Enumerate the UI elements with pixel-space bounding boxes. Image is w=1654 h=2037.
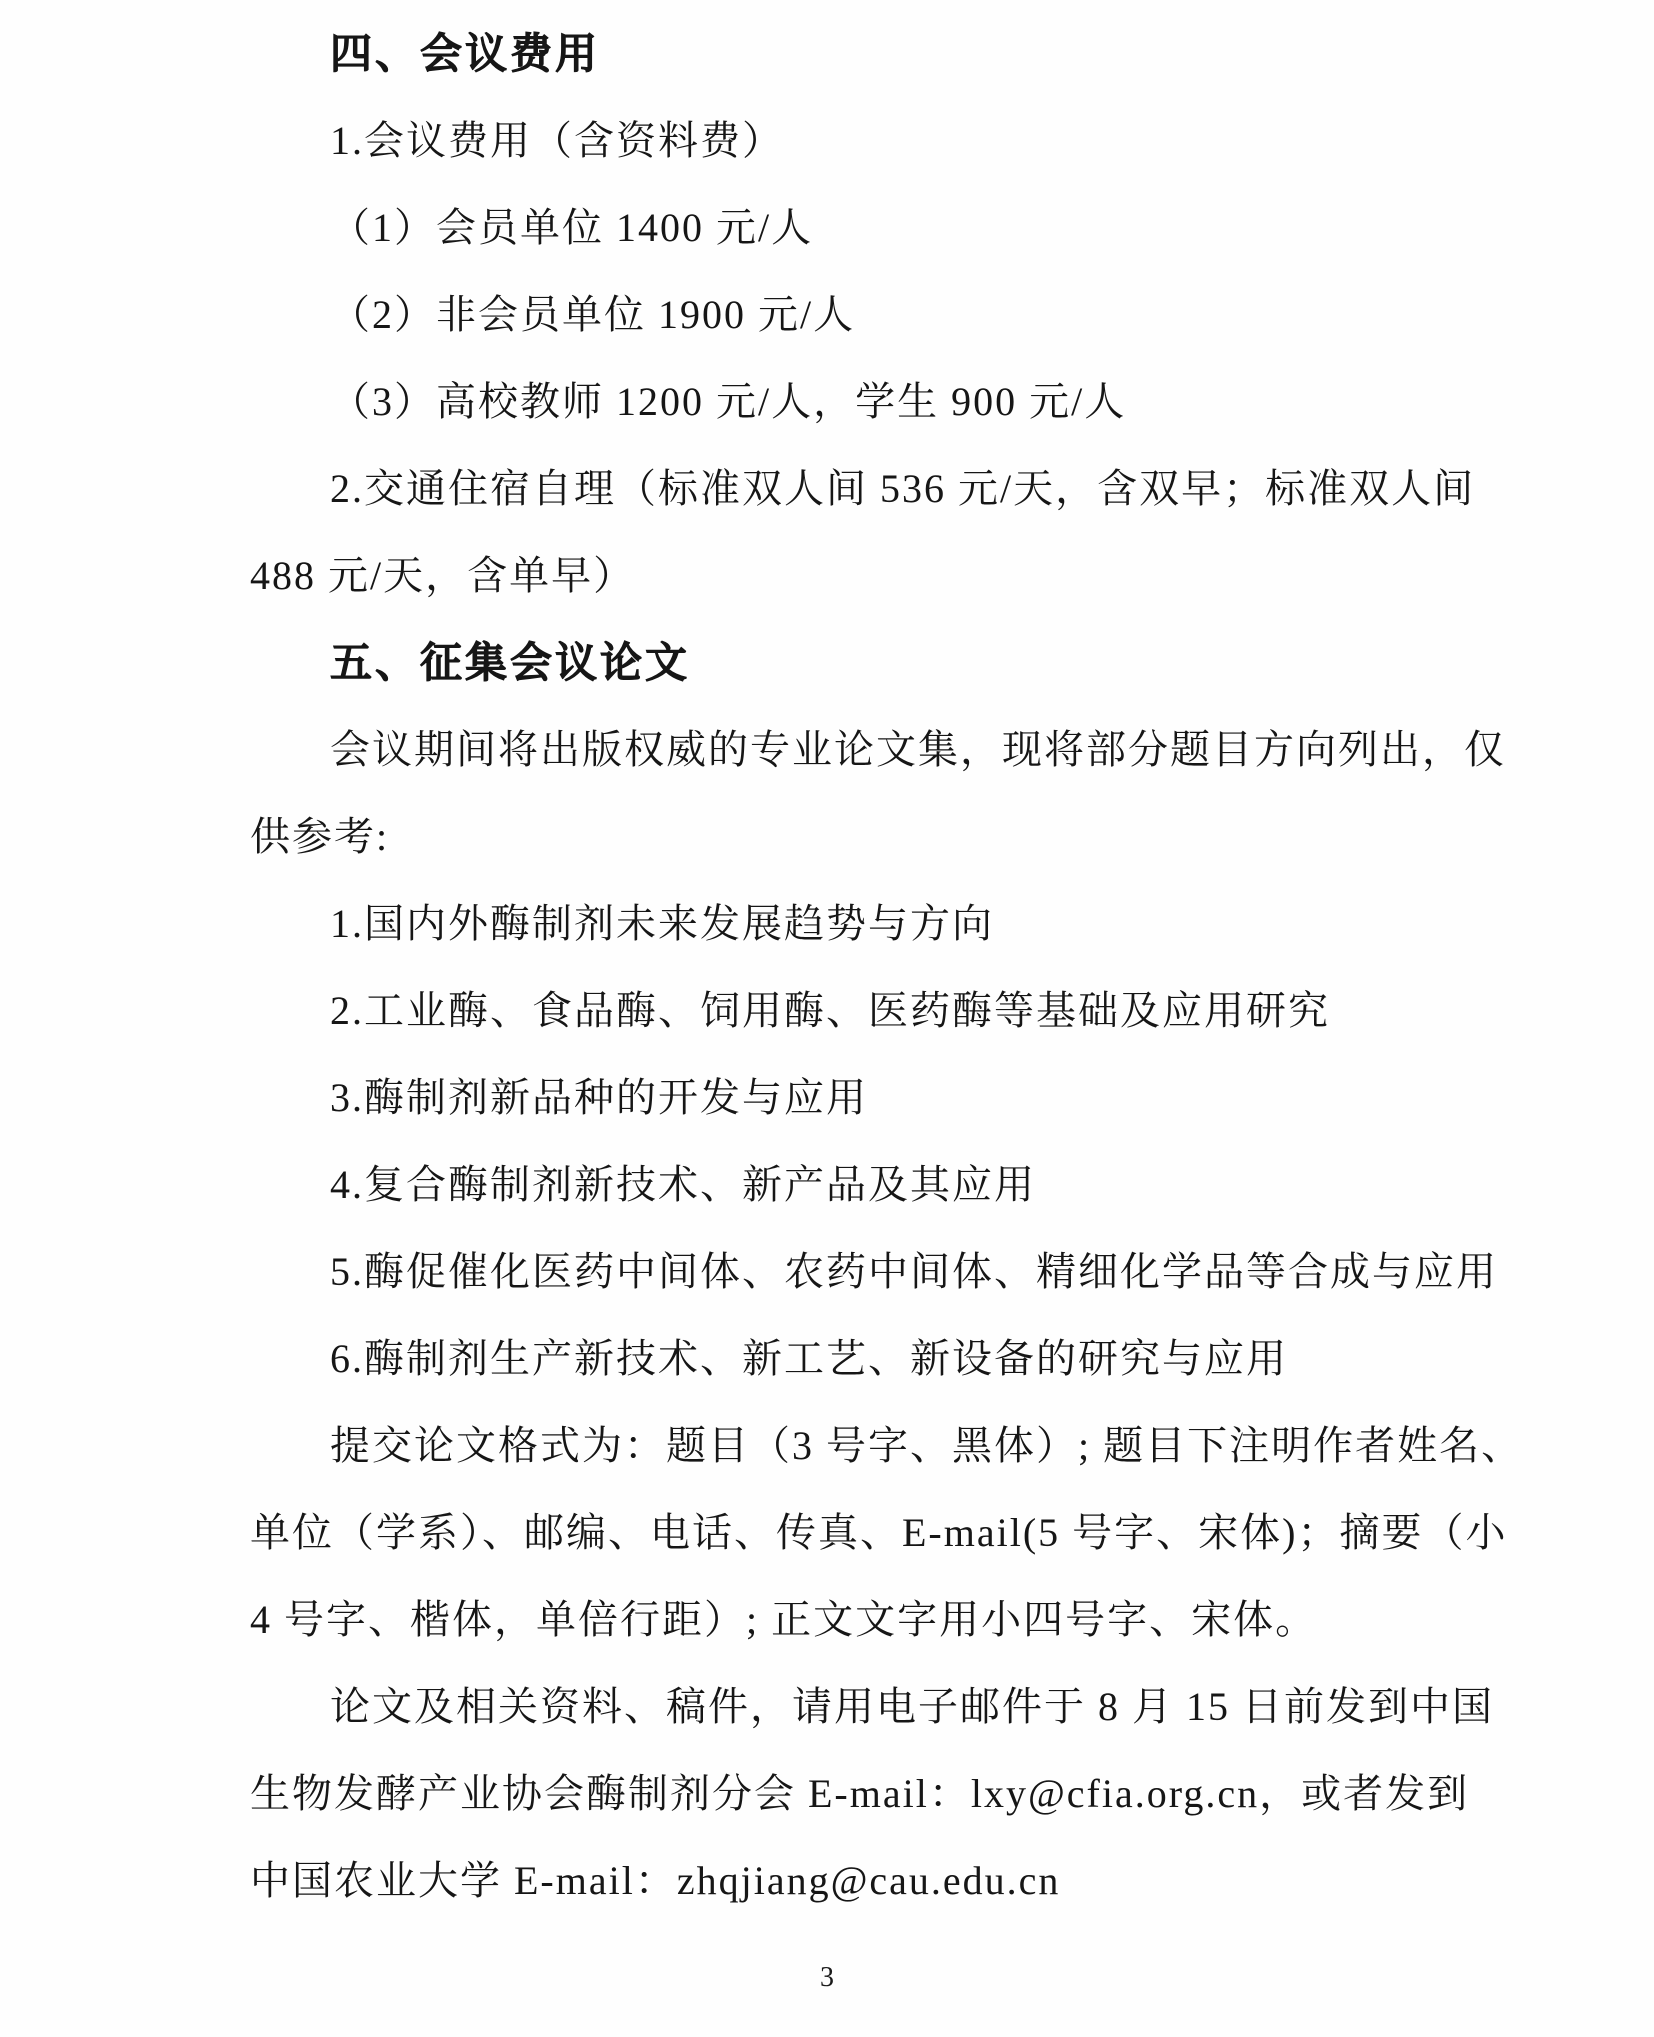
- text-line: 四、会议费用: [330, 30, 601, 77]
- text-line: 1.国内外酶制剂未来发展趋势与方向: [330, 901, 994, 946]
- text-line: 2.工业酶、食品酶、饲用酶、医药酶等基础及应用研究: [330, 988, 1330, 1033]
- text-line: 供参考:: [250, 814, 390, 859]
- page-number: 3: [820, 1962, 834, 1993]
- text-line: 4 号字、楷体，单倍行距）; 正文文字用小四号字、宋体。: [250, 1597, 1318, 1642]
- text-line: 中国农业大学 E-mail：zhqjiang@cau.edu.cn: [250, 1858, 1061, 1903]
- text-line: （3）高校教师 1200 元/人，学生 900 元/人: [330, 379, 1127, 424]
- text-line: 生物发酵产业协会酶制剂分会 E-mail：lxy@cfia.org.cn，或者发到: [250, 1771, 1470, 1816]
- text-line: 五、征集会议论文: [330, 639, 691, 686]
- text-line: （2）非会员单位 1900 元/人: [330, 292, 856, 337]
- text-line: 单位（学系）、邮编、电话、传真、E-mail(5 号字、宋体)；摘要（小: [250, 1510, 1508, 1555]
- text-line: 会议期间将出版权威的专业论文集，现将部分题目方向列出，仅: [330, 727, 1506, 772]
- text-line: （1）会员单位 1400 元/人: [330, 205, 814, 250]
- text-line: 6.酶制剂生产新技术、新工艺、新设备的研究与应用: [330, 1336, 1288, 1381]
- text-line: 488 元/天，含单早）: [250, 553, 636, 598]
- text-line: 1.会议费用（含资料费）: [330, 118, 784, 163]
- text-line: 4.复合酶制剂新技术、新产品及其应用: [330, 1162, 1036, 1207]
- document-body: [250, 10, 1524, 1924]
- text-line: 5.酶促催化医药中间体、农药中间体、精细化学品等合成与应用: [330, 1249, 1498, 1294]
- text-line: 3.酶制剂新品种的开发与应用: [330, 1075, 868, 1120]
- text-line: 论文及相关资料、稿件，请用电子邮件于 8 月 15 日前发到中国: [330, 1684, 1494, 1729]
- text-line: 2.交通住宿自理（标准双人间 536 元/天，含双早；标准双人间: [330, 466, 1476, 511]
- text-line: 提交论文格式为：题目（3 号字、黑体）; 题目下注明作者姓名、: [330, 1423, 1524, 1468]
